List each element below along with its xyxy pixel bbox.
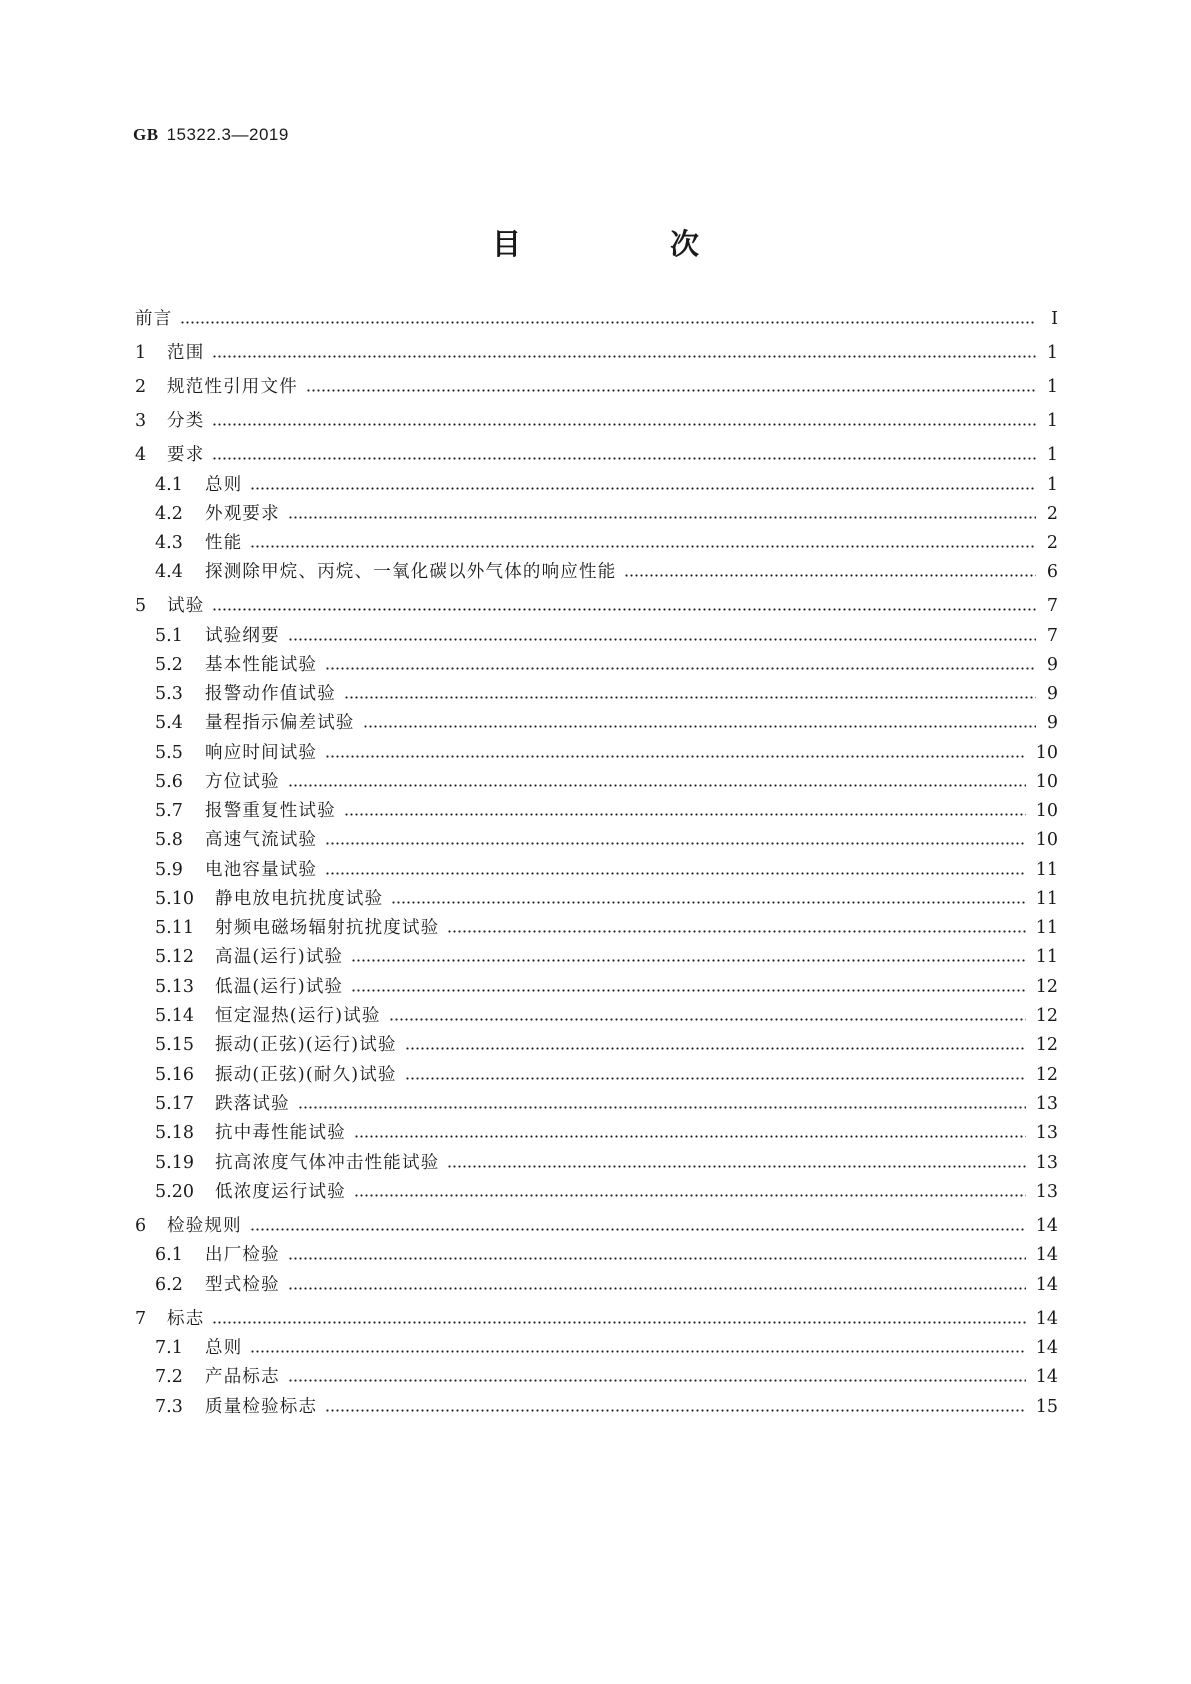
toc-entry-label: 规范性引用文件: [167, 377, 298, 397]
toc-dot-leader: [180, 321, 1036, 324]
toc-dot-leader: [288, 638, 1036, 641]
toc-dot-leader: [325, 1409, 1026, 1412]
toc-entry[interactable]: [135, 304, 1058, 330]
toc-dot-leader: [288, 784, 1026, 787]
toc-entry-page: 12: [1035, 977, 1058, 997]
toc-entry-number: 7.2: [155, 1367, 183, 1387]
toc-entry[interactable]: [155, 557, 1058, 583]
toc-entry-number: 7: [135, 1309, 147, 1329]
toc-entry-number: 5.11: [155, 918, 194, 938]
toc-entry-label: 射频电磁场辐射抗扰度试验: [215, 918, 440, 938]
toc-entry[interactable]: [155, 528, 1058, 554]
toc-dot-leader: [306, 389, 1036, 392]
toc-entry[interactable]: [155, 650, 1058, 676]
toc-entry-page: 1: [1046, 343, 1058, 363]
toc-title: 目 次: [491, 227, 759, 261]
toc-entry-label: 总则: [205, 475, 243, 495]
toc-entry[interactable]: [135, 338, 1058, 364]
toc-entry-page: 14: [1035, 1275, 1058, 1295]
toc-dot-leader: [391, 901, 1025, 904]
toc-dot-leader: [250, 1350, 1025, 1353]
toc-entry-number: 4: [135, 445, 147, 465]
toc-entry[interactable]: [155, 470, 1058, 496]
toc-entry[interactable]: [155, 499, 1058, 525]
toc-entry[interactable]: [135, 1304, 1058, 1330]
toc-entry-page: 1: [1046, 445, 1058, 465]
standard-id: 15322.3—2019: [166, 125, 289, 144]
toc-entry-number: 5.9: [155, 860, 183, 880]
toc-entry-page: Ⅰ: [1051, 309, 1058, 329]
toc-entry[interactable]: [155, 1001, 1058, 1027]
toc-entry-number: 5.10: [155, 889, 194, 909]
toc-entry[interactable]: [155, 1240, 1058, 1266]
toc-entry-label: 高速气流试验: [205, 830, 318, 850]
toc-entry[interactable]: [155, 972, 1058, 998]
toc-entry-label: 低浓度运行试验: [215, 1182, 346, 1202]
toc-entry-label: 静电放电抗扰度试验: [215, 889, 384, 909]
toc-entry-label: 总则: [205, 1338, 243, 1358]
toc-entry-label: 抗高浓度气体冲击性能试验: [215, 1153, 440, 1173]
toc-entry-number: 4.4: [155, 562, 183, 582]
toc-entry[interactable]: [155, 1362, 1058, 1388]
toc-entry[interactable]: [155, 1148, 1058, 1174]
toc-dot-leader: [288, 1379, 1026, 1382]
toc-entry-label: 性能: [205, 533, 243, 553]
toc-entry[interactable]: [155, 679, 1058, 705]
toc-dot-leader: [447, 1165, 1025, 1168]
toc-entry-page: 14: [1035, 1367, 1058, 1387]
toc-dot-leader: [250, 487, 1036, 490]
toc-dot-leader: [351, 959, 1025, 962]
toc-entry-label: 振动(正弦)(运行)试验: [215, 1035, 397, 1055]
toc-entry-label: 探测除甲烷、丙烷、一氧化碳以外气体的响应性能: [205, 562, 617, 582]
toc-dot-leader: [344, 696, 1036, 699]
toc-entry-page: 13: [1035, 1123, 1058, 1143]
toc-entry-page: 14: [1035, 1245, 1058, 1265]
toc-entry-page: 12: [1035, 1035, 1058, 1055]
toc-entry-page: 7: [1046, 596, 1058, 616]
toc-entry-label: 型式检验: [205, 1275, 280, 1295]
toc-dot-leader: [325, 872, 1026, 875]
toc-entry-label: 范围: [167, 343, 205, 363]
toc-dot-leader: [389, 1018, 1026, 1021]
toc-entry-label: 高温(运行)试验: [215, 947, 344, 967]
toc-entry-label: 试验纲要: [205, 626, 280, 646]
toc-entry-page: 14: [1035, 1309, 1058, 1329]
toc-entry-page: 12: [1035, 1006, 1058, 1026]
toc-entry-number: 5: [135, 596, 147, 616]
toc-entry-label: 恒定湿热(运行)试验: [215, 1006, 381, 1026]
toc-dot-leader: [405, 1077, 1026, 1080]
toc-dot-leader: [344, 813, 1026, 816]
toc-dot-leader: [363, 725, 1036, 728]
toc-entry-label: 质量检验标志: [205, 1397, 318, 1417]
toc-entry-page: 11: [1035, 860, 1058, 880]
toc-entry-number: 7.1: [155, 1338, 183, 1358]
toc-entry[interactable]: [155, 1060, 1058, 1086]
toc-entry-page: 15: [1035, 1397, 1058, 1417]
toc-entry-page: 12: [1035, 1065, 1058, 1085]
toc-entry[interactable]: [155, 621, 1058, 647]
toc-entry[interactable]: [135, 440, 1058, 466]
toc-entry-page: 14: [1035, 1338, 1058, 1358]
toc-entry-label: 方位试验: [205, 772, 280, 792]
toc-entry-number: 7.3: [155, 1397, 183, 1417]
toc-entry-label: 产品标志: [205, 1367, 280, 1387]
toc-entry[interactable]: [135, 406, 1058, 432]
toc-entry-page: 13: [1035, 1094, 1058, 1114]
toc-dot-leader: [325, 842, 1026, 845]
toc-entry-number: 4.1: [155, 475, 183, 495]
toc-entry-label: 前言: [135, 309, 173, 329]
toc-entry-page: 11: [1035, 947, 1058, 967]
toc-dot-leader: [351, 989, 1025, 992]
toc-entry-page: 1: [1046, 377, 1058, 397]
toc-entry-number: 5.12: [155, 947, 194, 967]
toc-dot-leader: [212, 608, 1036, 611]
toc-dot-leader: [212, 423, 1036, 426]
toc-entry-label: 出厂检验: [205, 1245, 280, 1265]
toc-entry-page: 10: [1035, 830, 1058, 850]
toc-entry-number: 5.4: [155, 713, 183, 733]
toc-entry-page: 10: [1035, 743, 1058, 763]
toc-entry-label: 响应时间试验: [205, 743, 318, 763]
toc-entry-label: 报警重复性试验: [205, 801, 336, 821]
toc-entry-label: 标志: [167, 1309, 205, 1329]
toc-entry-label: 要求: [167, 445, 205, 465]
toc-dot-leader: [250, 545, 1036, 548]
toc-entry-number: 5.15: [155, 1035, 194, 1055]
toc-entry[interactable]: [155, 855, 1058, 881]
toc-entry[interactable]: [155, 767, 1058, 793]
toc-entry-page: 2: [1046, 533, 1058, 553]
toc-entry-label: 基本性能试验: [205, 655, 318, 675]
toc-entry-number: 5.6: [155, 772, 183, 792]
toc-dot-leader: [250, 1228, 1026, 1231]
toc-entry[interactable]: [155, 1392, 1058, 1418]
toc-entry[interactable]: [155, 1333, 1058, 1359]
toc-entry[interactable]: [135, 372, 1058, 398]
toc-entry-page: 10: [1035, 772, 1058, 792]
toc-entry-label: 检验规则: [167, 1216, 242, 1236]
toc-entry-number: 5.18: [155, 1123, 194, 1143]
toc-entry-number: 1: [135, 343, 147, 363]
toc-dot-leader: [212, 355, 1036, 358]
toc-entry-label: 报警动作值试验: [205, 684, 336, 704]
toc-entry-number: 5.3: [155, 684, 183, 704]
toc-dot-leader: [354, 1135, 1026, 1138]
toc-entry-number: 5.16: [155, 1065, 194, 1085]
toc-dot-leader: [325, 667, 1036, 670]
toc-entry-number: 5.14: [155, 1006, 194, 1026]
toc-entry-number: 5.13: [155, 977, 194, 997]
toc-entry-page: 6: [1046, 562, 1058, 582]
toc-dot-leader: [298, 1106, 1026, 1109]
toc-entry[interactable]: [135, 1211, 1058, 1237]
toc-entry-number: 6.2: [155, 1275, 183, 1295]
toc-entry[interactable]: [155, 796, 1058, 822]
toc-entry-label: 低温(运行)试验: [215, 977, 344, 997]
toc-entry[interactable]: [155, 942, 1058, 968]
toc-entry-number: 2: [135, 377, 147, 397]
toc-entry[interactable]: [155, 1177, 1058, 1203]
toc-entry-page: 10: [1035, 801, 1058, 821]
toc-dot-leader: [447, 930, 1025, 933]
toc-entry[interactable]: [155, 708, 1058, 734]
toc-entry-number: 4.2: [155, 504, 183, 524]
toc-entry-page: 1: [1046, 411, 1058, 431]
toc-entry[interactable]: [155, 1030, 1058, 1056]
toc-dot-leader: [288, 1287, 1026, 1290]
toc-entry-number: 5.19: [155, 1153, 194, 1173]
toc-entry-page: 11: [1035, 889, 1058, 909]
toc-entry-number: 5.5: [155, 743, 183, 763]
toc-entry-number: 5.17: [155, 1094, 194, 1114]
toc-entry-number: 5.1: [155, 626, 183, 646]
toc-entry-page: 9: [1046, 684, 1058, 704]
toc-entry-page: 14: [1035, 1216, 1058, 1236]
toc-entry-number: 5.7: [155, 801, 183, 821]
toc-dot-leader: [212, 457, 1036, 460]
standard-code: GB: [133, 125, 159, 144]
toc-entry-label: 振动(正弦)(耐久)试验: [215, 1065, 397, 1085]
toc-entry-page: 13: [1035, 1182, 1058, 1202]
toc-entry-label: 试验: [167, 596, 205, 616]
toc-dot-leader: [354, 1194, 1026, 1197]
toc-entry[interactable]: [155, 738, 1058, 764]
toc-entry-number: 3: [135, 411, 147, 431]
toc-entry[interactable]: [155, 1270, 1058, 1296]
toc-dot-leader: [325, 755, 1026, 758]
toc-entry-number: 5.20: [155, 1182, 194, 1202]
toc-dot-leader: [288, 1257, 1026, 1260]
toc-entry-page: 11: [1035, 918, 1058, 938]
toc-entry-number: 6.1: [155, 1245, 183, 1265]
toc-entry-label: 分类: [167, 411, 205, 431]
toc-entry-number: 4.3: [155, 533, 183, 553]
toc-entry-page: 2: [1046, 504, 1058, 524]
toc-entry-label: 跌落试验: [215, 1094, 290, 1114]
toc-entry[interactable]: [155, 1089, 1058, 1115]
toc-entry-page: 7: [1046, 626, 1058, 646]
toc-entry-page: 13: [1035, 1153, 1058, 1173]
toc-entry-number: 5.2: [155, 655, 183, 675]
toc-entry-page: 1: [1046, 475, 1058, 495]
toc-entry[interactable]: [155, 913, 1058, 939]
toc-entry-number: 5.8: [155, 830, 183, 850]
toc-entry[interactable]: [155, 884, 1058, 910]
toc-entry[interactable]: [155, 825, 1058, 851]
toc-entry[interactable]: [135, 591, 1058, 617]
toc-entry-page: 9: [1046, 713, 1058, 733]
toc-entry-page: 9: [1046, 655, 1058, 675]
toc-entry[interactable]: [155, 1118, 1058, 1144]
toc-dot-leader: [288, 516, 1036, 519]
toc-entry-number: 6: [135, 1216, 147, 1236]
toc-dot-leader: [624, 574, 1036, 577]
toc-dot-leader: [405, 1047, 1026, 1050]
toc-dot-leader: [212, 1321, 1025, 1324]
toc-entry-label: 外观要求: [205, 504, 280, 524]
toc-entry-label: 抗中毒性能试验: [215, 1123, 346, 1143]
toc-entry-label: 电池容量试验: [205, 860, 318, 880]
toc-entry-label: 量程指示偏差试验: [205, 713, 355, 733]
